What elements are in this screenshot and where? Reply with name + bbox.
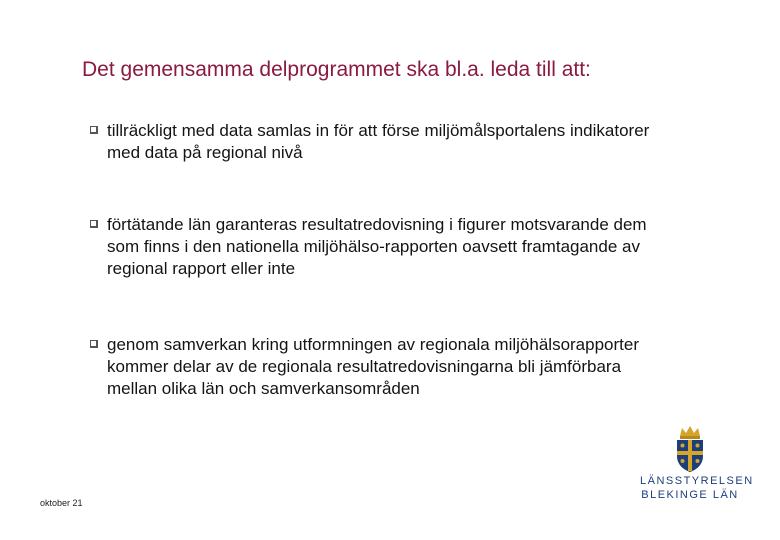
bullet-item (90, 214, 670, 280)
slide-title: Det gemensamma delprogrammet ska bl.a. leda till att: (82, 58, 591, 81)
bullet-text: tillräckligt med data samlas in för att förse miljömålsportalens indikatorer med data på regional nivå (107, 121, 650, 162)
bullet-item (90, 120, 670, 164)
logo-line-2: BLEKINGE LÄN (641, 489, 739, 501)
lansstyrelsen-logo (640, 424, 754, 514)
bullet-text: genom samverkan kring utformningen av regionala miljöhälsorapporter kommer delar av de regionala resultatredovisningarna bli jämförbara mellan olika län och samverkansområden (107, 335, 639, 398)
checkbox-bullet-icon (90, 220, 98, 228)
footer-date: oktober 21 (40, 498, 83, 508)
bullet-item (90, 334, 670, 400)
crest-icon (672, 424, 708, 474)
logo-line-1: LÄNSSTYRELSEN (640, 475, 754, 487)
checkbox-bullet-icon (90, 126, 98, 134)
bullet-text: förtätande län garanteras resultatredovisning i figurer motsvarande dem som finns i den nationella miljöhälso-rapporten oavsett framtagande av regional rapport eller inte (107, 215, 647, 278)
checkbox-bullet-icon (90, 340, 98, 348)
